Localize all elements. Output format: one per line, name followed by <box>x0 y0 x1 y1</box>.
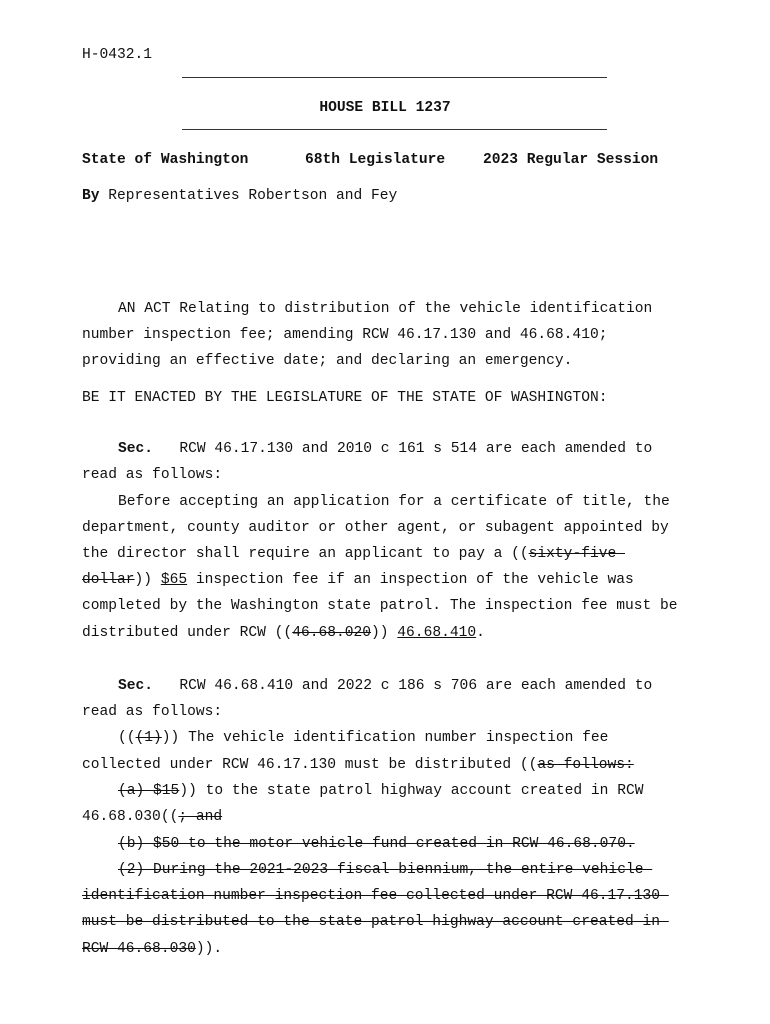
sec2-intro-2: read as follows: <box>82 704 223 720</box>
deleted-text: (a) $15 <box>118 783 180 799</box>
inserted-text: 46.68.410 <box>397 625 477 641</box>
act-line-3: providing an effective date; and declaring an emergency. <box>82 353 573 369</box>
sec2-line-4 <box>82 808 222 826</box>
sec2-intro: RCW 46.68.410 and 2022 c 186 s 706 are each amended to <box>179 678 653 694</box>
sec1-line-6 <box>82 624 485 642</box>
state-name: State of Washington <box>82 152 249 168</box>
sec1-line-4-mid: )) <box>134 572 161 588</box>
sec1-line-6-mid: )) <box>371 625 398 641</box>
sec2-line-1 <box>118 729 608 747</box>
sec1-heading <box>118 440 652 458</box>
sec1-label: Sec. <box>118 441 154 457</box>
sec2-line-7-deleted: identification number inspection fee collected under RCW 46.17.130 <box>82 888 669 904</box>
act-line-2: number inspection fee; amending RCW 46.17.130 and 46.68.410; <box>82 327 608 343</box>
deleted-text: sixty-five <box>528 546 625 562</box>
document-id: H-0432.1 <box>82 47 153 63</box>
title-rule-bottom <box>182 129 607 130</box>
sec2-label: Sec. <box>118 678 154 694</box>
sec1-line-4 <box>82 571 634 589</box>
sec2-line-1-pre: (( <box>118 730 136 746</box>
sec2-line-2-text: collected under RCW 46.17.130 must be distributed (( <box>82 757 538 773</box>
deleted-text: (1) <box>135 730 162 746</box>
deleted-text: dollar <box>82 572 135 588</box>
deleted-text: 46.68.020 <box>292 625 372 641</box>
sponsors-line <box>82 187 397 205</box>
title-rule-top <box>182 77 607 78</box>
sponsor-names: Representatives Robertson and Fey <box>108 188 398 204</box>
sec1-line-6-text: distributed under RCW (( <box>82 625 293 641</box>
sec1-intro-2: read as follows: <box>82 467 223 483</box>
deleted-text: as follows: <box>537 757 634 773</box>
sec2-line-9-end: )). <box>195 941 223 957</box>
enacting-clause: BE IT ENACTED BY THE LEGISLATURE OF THE STATE OF WASHINGTON: <box>82 390 608 406</box>
sec1-line-3 <box>82 545 625 563</box>
sec1-intro: RCW 46.17.130 and 2010 c 161 s 514 are each amended to <box>179 441 653 457</box>
sec2-line-8-deleted: must be distributed to the state patrol highway account created in <box>82 914 669 930</box>
act-line-1: AN ACT Relating to distribution of the vehicle identification <box>118 301 653 317</box>
sec2-line-4-text: 46.68.030(( <box>82 809 179 825</box>
sec1-line-5: completed by the Washington state patrol. The inspection fee must be <box>82 598 678 614</box>
sec2-line-1-text: )) The vehicle identification number inspection fee <box>161 730 609 746</box>
session-name: 2023 Regular Session <box>483 152 659 168</box>
sec2-heading <box>118 677 652 695</box>
sec2-line-6-deleted: (2) During the 2021-2023 fiscal biennium, the entire vehicle <box>118 862 653 878</box>
sec2-line-9 <box>82 940 222 958</box>
sec2-line-3-text: )) to the state patrol highway account created in RCW <box>179 783 644 799</box>
by-label: By <box>82 188 100 204</box>
deleted-text: ; and <box>178 809 223 825</box>
sec1-line-6-end: . <box>476 625 485 641</box>
deleted-text: RCW 46.68.030 <box>82 941 196 957</box>
sec2-line-5-deleted: (b) $50 to the motor vehicle fund created in RCW 46.68.070. <box>118 836 635 852</box>
sec1-line-4-text: inspection fee if an inspection of the vehicle was <box>187 572 634 588</box>
inserted-text: $65 <box>160 572 188 588</box>
bill-title: HOUSE BILL 1237 <box>319 100 451 116</box>
sec2-line-2 <box>82 756 634 774</box>
sec1-line-2: department, county auditor or other agent, or subagent appointed by <box>82 520 669 536</box>
sec2-line-3 <box>118 782 643 800</box>
sec1-line-1: Before accepting an application for a certificate of title, the <box>118 494 670 510</box>
sec1-line-3-text: the director shall require an applicant to pay a (( <box>82 546 529 562</box>
legislature-name: 68th Legislature <box>305 152 446 168</box>
